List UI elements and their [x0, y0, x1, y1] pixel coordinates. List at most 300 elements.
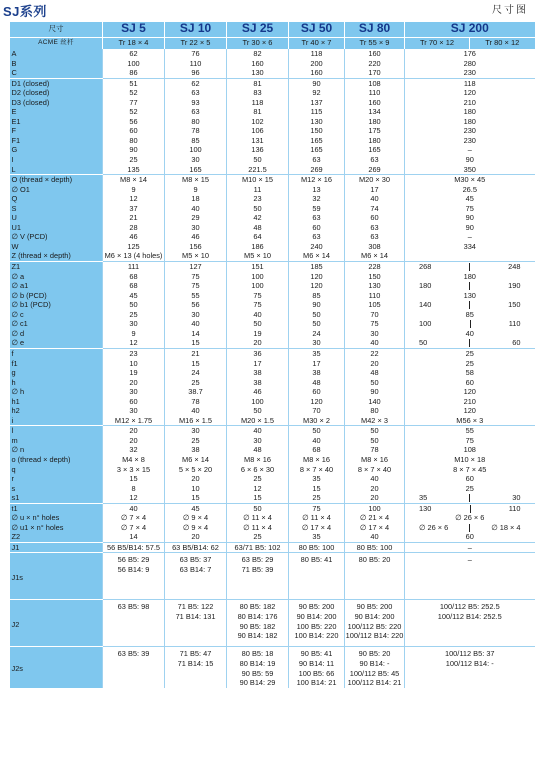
value-cell	[405, 251, 535, 261]
param-label: J1	[10, 542, 103, 553]
model-header-sj25: SJ 25	[227, 22, 289, 37]
value-cell: 63	[345, 223, 405, 233]
value-cell: 30	[165, 223, 227, 233]
value-cell: 42	[227, 213, 289, 223]
value-cell: M20 × 30	[345, 175, 405, 185]
value-left: 140	[419, 300, 432, 310]
table-row	[10, 523, 535, 533]
param-label: ∅ h	[10, 387, 103, 397]
value-cell: 118	[289, 49, 345, 59]
value-cell: 40	[345, 194, 405, 204]
table-row	[10, 98, 535, 108]
acme-sj80: Tr 55 × 9	[345, 37, 405, 49]
value-cell: 28	[103, 223, 165, 233]
value-cell: 17	[345, 185, 405, 195]
value-cell-split	[405, 319, 535, 329]
value-cell: ∅ 7 × 4	[103, 513, 165, 523]
table-row	[10, 542, 535, 553]
value-cell: 45	[165, 503, 227, 513]
value-cell: 75	[345, 319, 405, 329]
param-label: W	[10, 242, 103, 252]
param-label: r	[10, 474, 103, 484]
value-cell: 85	[165, 136, 227, 146]
value-cell: M30 × 2	[289, 416, 345, 426]
value-cell: 71 B5: 47 71 B14: 15	[165, 647, 227, 688]
param-label: ∅ O1	[10, 185, 103, 195]
table-row	[10, 426, 535, 436]
value-cell: 14	[165, 329, 227, 339]
value-cell: 29	[165, 213, 227, 223]
value-cell: 25	[103, 155, 165, 165]
param-label: ∅ u × n° holes	[10, 513, 103, 523]
value-cell: 8 × 7 × 40	[345, 465, 405, 475]
value-cell: 90 B5: 20 90 B14: - 100/112 B5: 45 100/112 B14: 21	[345, 647, 405, 688]
value-cell: M6 × 13 (4 holes)	[103, 251, 165, 261]
value-cell: 14	[103, 532, 165, 542]
table-row	[10, 406, 535, 416]
value-cell: ∅ 26 × 6	[405, 513, 535, 523]
value-cell: 110	[345, 291, 405, 301]
value-cell: 46	[165, 232, 227, 242]
value-cell: 25	[165, 436, 227, 446]
value-cell: ∅ 17 × 4	[289, 523, 345, 533]
value-cell: 92	[289, 88, 345, 98]
value-cell: 230	[405, 136, 535, 146]
value-cell: 165	[165, 165, 227, 175]
table-row	[10, 416, 535, 426]
value-cell: 93	[165, 98, 227, 108]
value-cell-split	[405, 503, 535, 513]
value-left: 100	[419, 319, 432, 329]
param-label: E1	[10, 117, 103, 127]
value-cell: 90 B5: 41 90 B14: 11 100 B5: 66 100 B14: 21	[289, 647, 345, 688]
value-cell: 50	[227, 155, 289, 165]
param-label: Q	[10, 194, 103, 204]
value-cell: 80 B5: 100	[289, 542, 345, 553]
value-cell: 76	[165, 49, 227, 59]
value-cell: 82	[227, 49, 289, 59]
param-label: I	[10, 155, 103, 165]
dimension-table-body	[10, 49, 535, 688]
value-cell: 52	[103, 107, 165, 117]
value-cell: 17	[289, 359, 345, 369]
value-cell-split	[405, 262, 535, 272]
table-row	[10, 532, 535, 542]
table-row	[10, 397, 535, 407]
table-row	[10, 232, 535, 242]
value-cell: 12	[103, 194, 165, 204]
value-cell: 308	[345, 242, 405, 252]
param-label: h1	[10, 397, 103, 407]
value-cell: M10 × 18	[405, 455, 535, 465]
value-cell: M8 × 16	[227, 455, 289, 465]
value-cell: 40	[345, 338, 405, 348]
value-cell: 48	[289, 378, 345, 388]
value-cell: 30	[165, 155, 227, 165]
value-cell: 100	[103, 59, 165, 69]
value-cell: M6 × 14	[345, 251, 405, 261]
value-cell: 63 B5: 39	[103, 647, 165, 688]
value-cell: 70	[345, 310, 405, 320]
value-cell: 175	[345, 126, 405, 136]
value-cell: 38	[165, 445, 227, 455]
param-label: ∅ c1	[10, 319, 103, 329]
param-label: U1	[10, 223, 103, 233]
value-cell: 25	[405, 348, 535, 358]
value-cell: 68	[103, 272, 165, 282]
value-cell: 165	[289, 136, 345, 146]
param-label: A	[10, 49, 103, 59]
value-cell: 8 × 7 × 40	[289, 465, 345, 475]
value-cell: 90 B5: 200 90 B14: 200 100/112 B5: 220 100/112 B14: 220	[345, 600, 405, 647]
value-left: 130	[419, 503, 432, 513]
value-cell: M8 × 15	[165, 175, 227, 185]
table-row	[10, 503, 535, 513]
model-header-row	[10, 22, 535, 37]
param-label: S	[10, 204, 103, 214]
table-row	[10, 310, 535, 320]
table-row	[10, 329, 535, 339]
value-cell: M8 × 16	[289, 455, 345, 465]
value-cell: 60	[405, 474, 535, 484]
value-cell: 23	[103, 348, 165, 358]
param-label: ∅ b1 (PCD)	[10, 300, 103, 310]
value-cell: 20	[345, 484, 405, 494]
table-row	[10, 223, 535, 233]
value-cell: 46	[227, 387, 289, 397]
value-cell: 120	[405, 387, 535, 397]
table-row	[10, 242, 535, 252]
value-right: 110	[508, 319, 521, 329]
value-cell: 75	[405, 436, 535, 446]
value-cell: 75	[165, 272, 227, 282]
value-cell: 30	[345, 329, 405, 339]
value-cell: 80	[103, 136, 165, 146]
value-cell-split	[405, 493, 535, 503]
table-row	[10, 117, 535, 127]
value-cell: 90	[405, 155, 535, 165]
table-row	[10, 436, 535, 446]
value-cell: 38	[289, 368, 345, 378]
value-cell: 36	[227, 348, 289, 358]
value-cell: 180	[405, 272, 535, 282]
value-cell: ∅ 11 × 4	[289, 513, 345, 523]
value-cell: 50	[345, 426, 405, 436]
table-row	[10, 513, 535, 523]
value-cell: 63	[289, 232, 345, 242]
value-cell: 80	[165, 117, 227, 127]
series-title: SJ系列	[3, 4, 47, 19]
value-cell: 56	[165, 300, 227, 310]
value-right: 190	[508, 281, 521, 291]
table-row	[10, 300, 535, 310]
value-cell: 63 B5: 29 71 B5: 39	[227, 553, 289, 600]
table-row	[10, 281, 535, 291]
value-cell: 86	[103, 68, 165, 78]
value-cell: 160	[289, 68, 345, 78]
value-cell: 15	[165, 359, 227, 369]
value-cell: M8 × 16	[345, 455, 405, 465]
param-label: C	[10, 68, 103, 78]
value-left: 35	[419, 493, 428, 503]
value-cell: 120	[289, 397, 345, 407]
param-label: ∅ V (PCD)	[10, 232, 103, 242]
param-label: m	[10, 436, 103, 446]
value-cell: 63 B5: 98	[103, 600, 165, 647]
value-cell: 120	[405, 88, 535, 98]
value-cell: 75	[165, 281, 227, 291]
value-cell: 59	[289, 204, 345, 214]
param-label: J1s	[10, 553, 103, 600]
value-cell: 90	[289, 300, 345, 310]
value-cell: 81	[227, 78, 289, 88]
value-cell: 15	[227, 493, 289, 503]
value-cell: –	[405, 542, 535, 553]
table-row	[10, 262, 535, 272]
value-cell: 8	[103, 484, 165, 494]
value-cell: M20 × 1.5	[227, 416, 289, 426]
value-cell: 100/112 B5: 37 100/112 B14: -	[405, 647, 535, 688]
value-cell: 40	[227, 426, 289, 436]
value-cell: 130	[289, 117, 345, 127]
value-cell: 63 B5/B14: 62	[165, 542, 227, 553]
table-row	[10, 155, 535, 165]
value-cell: 96	[165, 68, 227, 78]
param-label: ∅ b (PCD)	[10, 291, 103, 301]
value-cell: 102	[227, 117, 289, 127]
value-cell: 60	[103, 126, 165, 136]
value-cell: 19	[227, 329, 289, 339]
value-cell: 350	[405, 165, 535, 175]
param-label: ∅ d	[10, 329, 103, 339]
value-cell: 135	[103, 165, 165, 175]
value-cell: 80 B5: 100	[345, 542, 405, 553]
value-cell: M5 × 10	[165, 251, 227, 261]
value-cell: 269	[345, 165, 405, 175]
value-cell: 15	[165, 338, 227, 348]
param-label: g	[10, 368, 103, 378]
param-label: q	[10, 465, 103, 475]
value-cell: 26.5	[405, 185, 535, 195]
value-cell: 118	[405, 78, 535, 88]
table-row	[10, 194, 535, 204]
table-row	[10, 291, 535, 301]
value-cell: 127	[165, 262, 227, 272]
value-cell: 74	[345, 204, 405, 214]
value-cell: M42 × 3	[345, 416, 405, 426]
value-cell: 60	[289, 223, 345, 233]
table-row	[10, 484, 535, 494]
value-cell: 150	[345, 272, 405, 282]
value-cell: ∅ 9 × 4	[165, 523, 227, 533]
param-label: t1	[10, 503, 103, 513]
value-cell: 136	[227, 145, 289, 155]
value-cell: 63	[289, 213, 345, 223]
value-cell: 90	[345, 387, 405, 397]
value-cell: 21	[103, 213, 165, 223]
value-cell: 11	[227, 185, 289, 195]
value-cell: 125	[103, 242, 165, 252]
value-cell: 120	[289, 281, 345, 291]
param-label: G	[10, 145, 103, 155]
value-cell: 50	[227, 204, 289, 214]
value-cell: 50	[289, 310, 345, 320]
value-cell: 100/112 B5: 252.5 100/112 B14: 252.5	[405, 600, 535, 647]
table-row	[10, 213, 535, 223]
value-cell: M6 × 14	[165, 455, 227, 465]
value-cell: 6 × 6 × 30	[227, 465, 289, 475]
param-label: D2 (closed)	[10, 88, 103, 98]
value-cell: M6 × 14	[289, 251, 345, 261]
value-cell: 10	[165, 484, 227, 494]
value-cell: 100	[165, 145, 227, 155]
table-row	[10, 165, 535, 175]
value-cell: 80 B5: 182 80 B14: 176 90 B5: 182 90 B14: 182	[227, 600, 289, 647]
value-cell: 20	[165, 532, 227, 542]
value-cell: 115	[289, 107, 345, 117]
value-cell: 60	[289, 387, 345, 397]
table-row	[10, 493, 535, 503]
value-cell: 106	[227, 126, 289, 136]
value-cell: 108	[345, 78, 405, 88]
value-cell: 151	[227, 262, 289, 272]
value-cell: 50	[227, 319, 289, 329]
value-cell: 170	[345, 68, 405, 78]
value-right: 60	[512, 338, 521, 348]
table-row	[10, 387, 535, 397]
value-cell: 78	[165, 126, 227, 136]
value-cell: 20	[345, 493, 405, 503]
value-cell: 38	[227, 368, 289, 378]
value-cell: 46	[103, 232, 165, 242]
param-label: U	[10, 213, 103, 223]
value-cell: ∅ 7 × 4	[103, 523, 165, 533]
param-label: ∅ n	[10, 445, 103, 455]
value-cell: 130	[227, 68, 289, 78]
value-cell: 90	[289, 78, 345, 88]
value-cell: 90	[405, 213, 535, 223]
value-cell: 35	[289, 474, 345, 484]
value-cell: 12	[103, 338, 165, 348]
value-cell: 75	[227, 300, 289, 310]
value-right: 110	[508, 503, 521, 513]
value-cell: 9	[165, 185, 227, 195]
value-cell: 180	[405, 107, 535, 117]
value-cell: 210	[405, 397, 535, 407]
value-cell: 228	[345, 262, 405, 272]
param-label: D1 (closed)	[10, 78, 103, 88]
value-cell: 30	[103, 387, 165, 397]
value-cell: 30	[289, 338, 345, 348]
value-cell: 9	[103, 185, 165, 195]
value-cell: ∅ 17 × 4	[345, 523, 405, 533]
value-cell: 63 B5: 37 63 B14: 7	[165, 553, 227, 600]
value-cell: 20	[103, 426, 165, 436]
value-cell: 62	[165, 78, 227, 88]
value-cell: 25	[405, 484, 535, 494]
value-cell: 15	[165, 493, 227, 503]
table-row	[10, 378, 535, 388]
value-cell: 60	[345, 213, 405, 223]
table-row	[10, 126, 535, 136]
split-divider	[469, 524, 470, 532]
value-cell: 40	[405, 329, 535, 339]
value-cell: 180	[405, 117, 535, 127]
value-cell: 40	[165, 406, 227, 416]
value-cell: 25	[289, 493, 345, 503]
value-cell: 108	[405, 445, 535, 455]
value-cell: 45	[103, 291, 165, 301]
value-cell: 140	[345, 397, 405, 407]
param-label: L	[10, 165, 103, 175]
value-cell: 110	[345, 88, 405, 98]
value-cell: 156	[165, 242, 227, 252]
value-cell: 32	[289, 194, 345, 204]
value-cell: 105	[345, 300, 405, 310]
param-label: ∅ c	[10, 310, 103, 320]
param-label: s1	[10, 493, 103, 503]
value-right: 248	[508, 262, 521, 272]
table-row	[10, 465, 535, 475]
table-row	[10, 600, 535, 647]
table-row	[10, 185, 535, 195]
value-cell: 50	[227, 406, 289, 416]
value-cell: 56	[103, 117, 165, 127]
value-cell: 80 B5: 18 80 B14: 19 90 B5: 59 90 B14: 29	[227, 647, 289, 688]
value-cell: 48	[227, 445, 289, 455]
param-label: J2s	[10, 647, 103, 688]
value-cell: 90	[103, 145, 165, 155]
value-cell: 230	[405, 126, 535, 136]
value-cell: 8 × 7 × 45	[405, 465, 535, 475]
table-row	[10, 368, 535, 378]
value-cell: M12 × 16	[289, 175, 345, 185]
value-cell: 30	[103, 319, 165, 329]
value-right: 150	[508, 300, 521, 310]
value-cell: 62	[103, 49, 165, 59]
param-label: f1	[10, 359, 103, 369]
param-label: i	[10, 416, 103, 426]
value-cell: 30	[103, 406, 165, 416]
value-cell: 35	[289, 532, 345, 542]
param-label: h2	[10, 406, 103, 416]
value-cell: 24	[165, 368, 227, 378]
value-cell: 176	[405, 49, 535, 59]
value-cell: 40	[227, 310, 289, 320]
model-header-sj10: SJ 10	[165, 22, 227, 37]
table-row	[10, 319, 535, 329]
table-row	[10, 553, 535, 600]
value-cell: 68	[289, 445, 345, 455]
dimension-table	[9, 22, 535, 688]
value-cell: 230	[405, 68, 535, 78]
param-label: D3 (closed)	[10, 98, 103, 108]
value-cell: 60	[103, 397, 165, 407]
value-cell: 131	[227, 136, 289, 146]
value-cell: 10	[103, 359, 165, 369]
value-left: ∅ 26 × 6	[419, 522, 449, 532]
value-cell: 56 B5/B14: 57.5	[103, 542, 165, 553]
table-row	[10, 145, 535, 155]
value-cell: 110	[165, 59, 227, 69]
table-row	[10, 251, 535, 261]
value-cell: 63	[345, 232, 405, 242]
param-label: ∅ a1	[10, 281, 103, 291]
value-cell: 90	[405, 223, 535, 233]
param-label: ∅ e	[10, 338, 103, 348]
value-cell: 63	[165, 88, 227, 98]
value-cell: 71 B5: 122 71 B14: 131	[165, 600, 227, 647]
